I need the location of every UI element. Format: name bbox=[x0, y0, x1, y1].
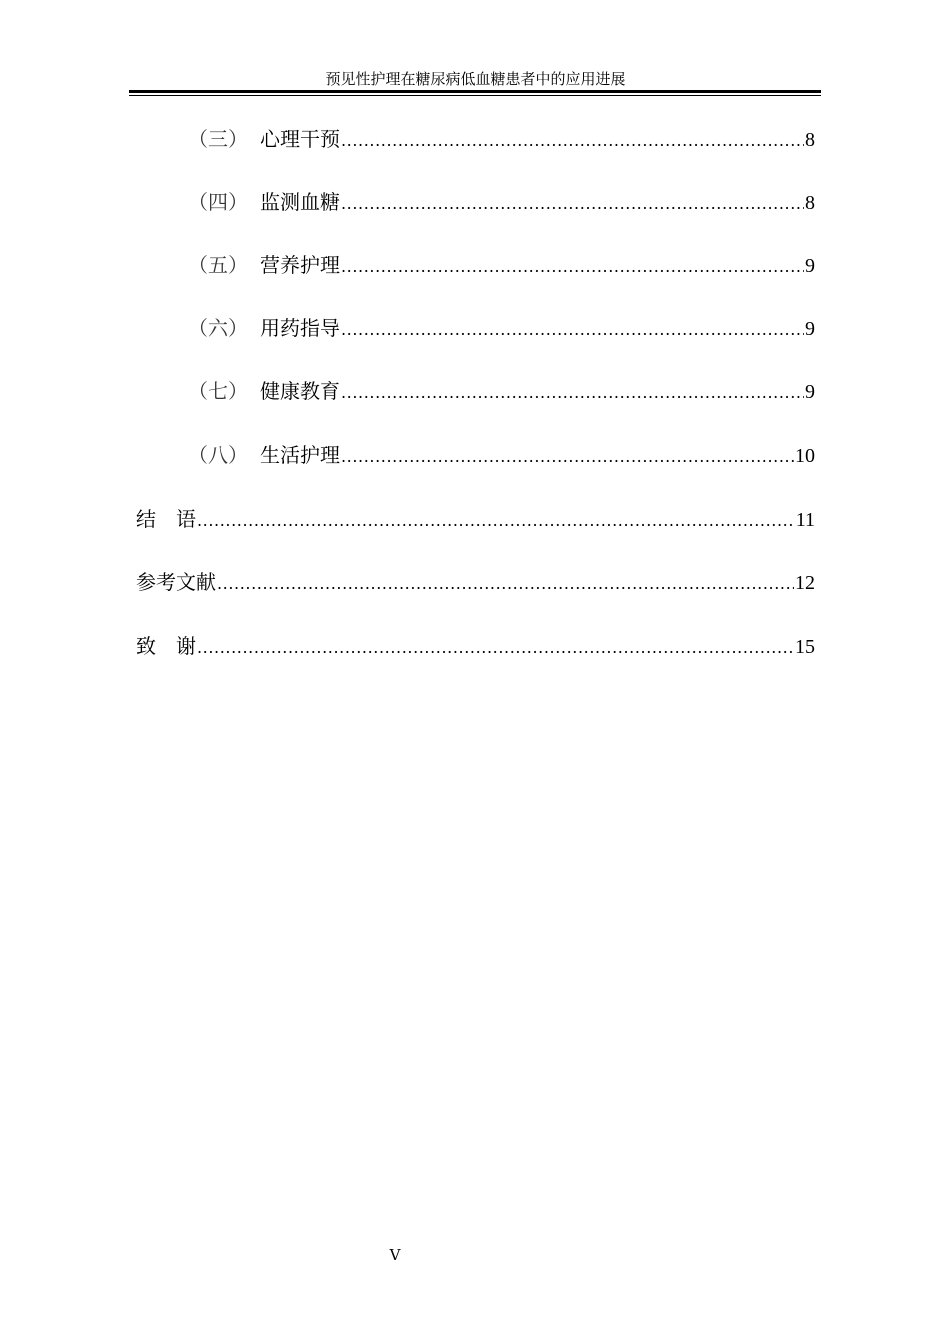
toc-entry-title: 生活护理 bbox=[260, 443, 340, 467]
toc-entry-page: 11 bbox=[795, 509, 815, 531]
toc-entry-page: 9 bbox=[805, 318, 815, 340]
toc-entry-title: 监测血糖 bbox=[260, 190, 340, 214]
toc-entry-health-education[interactable] bbox=[188, 376, 815, 406]
toc-entry-page: 12 bbox=[795, 572, 815, 594]
toc-leader-dots bbox=[341, 378, 804, 406]
toc-entry-conclusion[interactable] bbox=[136, 504, 815, 534]
toc-entry-number: （四） bbox=[188, 190, 248, 214]
toc-leader-dots bbox=[217, 569, 794, 597]
toc-entry-title: 营养护理 bbox=[260, 253, 340, 277]
toc-entry-life-care[interactable] bbox=[188, 440, 815, 470]
toc-entry-page: 8 bbox=[805, 192, 815, 214]
toc-leader-dots bbox=[341, 442, 794, 470]
toc-entry-title: 健康教育 bbox=[260, 379, 340, 403]
toc-entry-page: 15 bbox=[795, 636, 815, 658]
toc-entry-number: （七） bbox=[188, 379, 248, 403]
running-header: 预见性护理在糖尿病低血糖患者中的应用进展 bbox=[325, 70, 626, 88]
toc-entry-page: 9 bbox=[805, 255, 815, 277]
toc-entry-number: （六） bbox=[188, 316, 248, 340]
header-rule-thick bbox=[129, 90, 821, 93]
toc-entry-page: 10 bbox=[795, 445, 815, 467]
toc-leader-dots bbox=[197, 506, 795, 534]
toc-entry-title: 结 语 bbox=[136, 507, 196, 531]
toc-entry-page: 8 bbox=[805, 129, 815, 151]
toc-entry-number: （三） bbox=[188, 127, 248, 151]
toc-leader-dots bbox=[341, 126, 804, 154]
toc-entry-acknowledgements[interactable] bbox=[136, 631, 815, 661]
toc-entry-references[interactable] bbox=[136, 567, 815, 597]
header-rule-thin bbox=[129, 95, 821, 96]
toc-entry-title: 心理干预 bbox=[260, 127, 340, 151]
toc-entry-blood-glucose-monitoring[interactable] bbox=[188, 187, 815, 217]
toc-entry-title: 参考文献 bbox=[136, 570, 216, 594]
toc-entry-page: 9 bbox=[805, 381, 815, 403]
toc-entry-number: （五） bbox=[188, 253, 248, 277]
toc-entry-nutrition-care[interactable] bbox=[188, 250, 815, 280]
toc-entry-title: 用药指导 bbox=[260, 316, 340, 340]
toc-leader-dots bbox=[197, 633, 794, 661]
toc-leader-dots bbox=[341, 189, 804, 217]
toc-entry-number: （八） bbox=[188, 443, 248, 467]
toc-entry-title: 致 谢 bbox=[136, 634, 196, 658]
toc-leader-dots bbox=[341, 315, 804, 343]
toc-leader-dots bbox=[341, 252, 804, 280]
toc-entry-medication-guidance[interactable] bbox=[188, 313, 815, 343]
toc-entry-psychological-intervention[interactable] bbox=[188, 124, 815, 154]
page-number: V bbox=[389, 1246, 401, 1264]
